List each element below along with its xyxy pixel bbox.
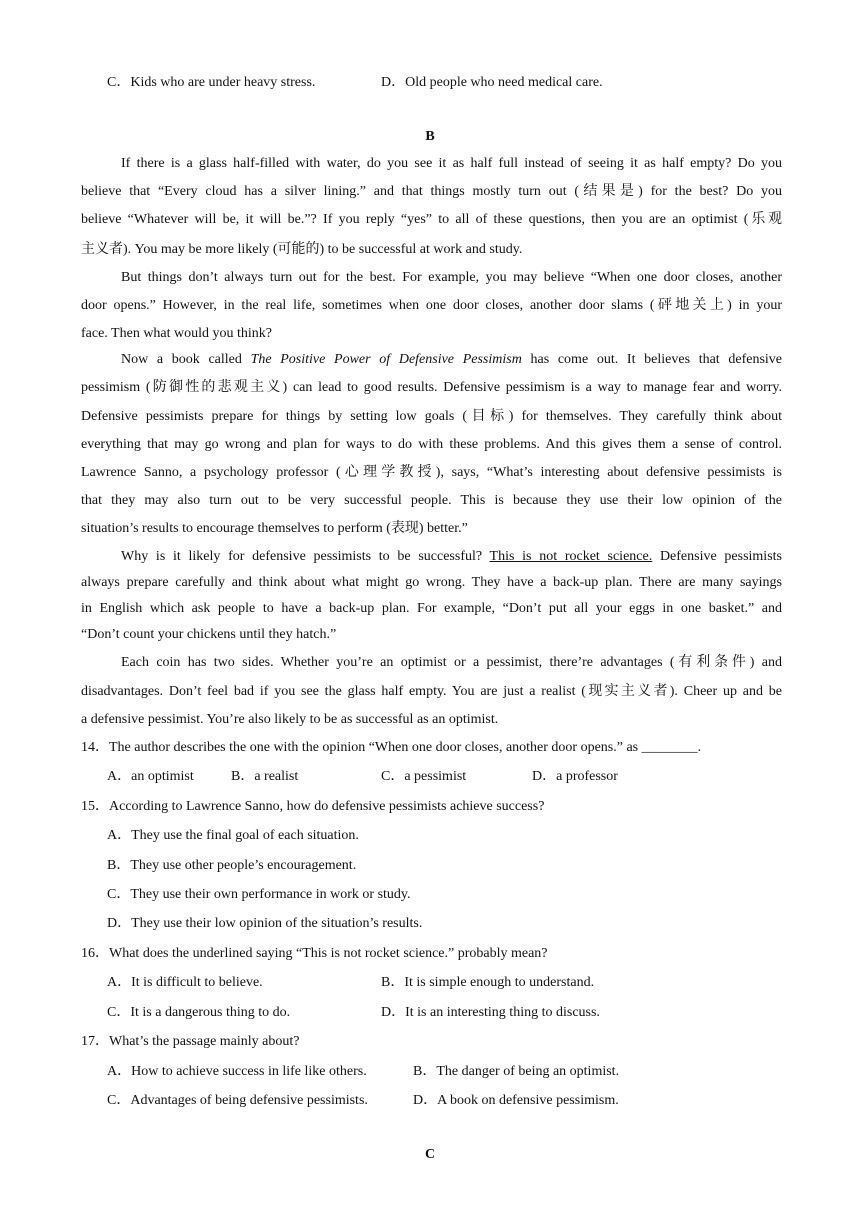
paragraph-1-line: 主义者). You may be more likely (可能的) to be successful at work and study. [81,242,523,257]
question-16-stem: 16．What does the underlined saying “This is not rocket science.” probably mean? [81,946,548,961]
section-b-title: B [425,129,435,144]
q16-option-a[interactable]: A．It is difficult to believe. [107,975,263,990]
q15-option-d[interactable]: D．They use their low opinion of the situation’s results. [107,916,423,931]
paragraph-3-line: situation’s results to encourage themselves to perform (表现) better.” [81,521,468,536]
question-15-stem: 15．According to Lawrence Sanno, how do defensive pessimists achieve success? [81,799,545,814]
paragraph-2-line: But things don’t always turn out for the best. For example, you may believe “When one door closes, another [121,270,782,285]
q14-option-d[interactable]: D．a professor [532,769,618,784]
paragraph-1-line: If there is a glass half-filled with water, do you see it as half full instead of seeing it as half empty? Do you [121,156,782,171]
paragraph-3-first-line [121,353,782,367]
paragraph-5-line: Each coin has two sides. Whether you’re an optimist or a pessimist, there’re advantages (有利条件) and [121,655,782,670]
p4-text-post: Defensive pessimists [652,549,782,564]
book-title: The Positive Power of Defensive Pessimism [250,352,522,367]
q16-option-d[interactable]: D．It is an interesting thing to discuss. [381,1005,600,1020]
paragraph-4-line: “Don’t count your chickens until they hatch.” [81,627,337,642]
paragraph-2-line: face. Then what would you think? [81,326,273,341]
paragraph-1-line: believe “Whatever will be, it will be.”? If you reply “yes” to all of these questions, then you are an optimist (乐观 [81,212,782,227]
p3-text-pre: Now a book called [121,352,251,367]
q17-option-b[interactable]: B．The danger of being an optimist. [413,1064,620,1079]
question-14-stem: 14．The author describes the one with the opinion “When one door closes, another door opens.” as ________. [81,740,702,755]
paragraph-4-line: in English which ask people to have a back-up plan. For example, “Don’t put all your eggs in one basket.” and [81,601,782,616]
q15-option-b[interactable]: B．They use other people’s encouragement. [107,858,357,873]
paragraph-3-line: Defensive pessimists prepare for things by setting low goals (目标) for themselves. They carefully think about [81,409,782,424]
paragraph-3-line: Lawrence Sanno, a psychology professor (心理学教授), says, “What’s interesting about defensive pessimists is [81,465,782,480]
question-17-stem: 17．What’s the passage mainly about? [81,1034,300,1049]
prev-option-d: D．Old people who need medical care. [381,75,603,90]
section-c-title: C [424,1147,436,1162]
q16-option-c[interactable]: C．It is a dangerous thing to do. [107,1005,291,1020]
paragraph-2-line: door opens.” However, in the real life, sometimes when one door closes, another door slams (砰地关上) in your [81,298,782,313]
paragraph-3-line: everything that may go wrong and plan for ways to do with these problems. And this gives them a sense of control. [81,437,782,452]
q14-option-b[interactable]: B．a realist [231,769,299,784]
paragraph-5-line: disadvantages. Don’t feel bad if you see the glass half empty. You are just a realist (现实主义者). Cheer up and be [81,684,782,699]
paragraph-3-line: pessimism (防御性的悲观主义) can lead to good results. Defensive pessimism is a way to manage fear and worry. [81,380,782,395]
paragraph-4-first-line [121,550,782,564]
q17-option-c[interactable]: C．Advantages of being defensive pessimists. [107,1093,368,1108]
paragraph-3-line: that they may also turn out to be very successful people. This is because they use their low opinion of the [81,493,782,508]
q15-option-a[interactable]: A．They use the final goal of each situation. [107,828,359,843]
paragraph-4-line: always prepare carefully and think about what might go wrong. They have a back-up plan. There are many sayings [81,575,782,590]
underlined-saying: This is not rocket science. [489,549,653,564]
q15-option-c[interactable]: C．They use their own performance in work or study. [107,887,411,902]
q14-option-c[interactable]: C．a pessimist [381,769,467,784]
prev-option-c: C．Kids who are under heavy stress. [107,75,316,90]
q17-option-d[interactable]: D．A book on defensive pessimism. [413,1093,619,1108]
paragraph-5-line: a defensive pessimist. You’re also likely to be as successful as an optimist. [81,712,499,727]
paragraph-1-line: believe that “Every cloud has a silver lining.” and that things mostly turn out (结果是) for the best? Do you [81,184,782,199]
p4-text-pre: Why is it likely for defensive pessimists to be successful? [121,549,490,564]
q17-option-a[interactable]: A．How to achieve success in life like others. [107,1064,367,1079]
q14-option-a[interactable]: A．an optimist [107,769,194,784]
q16-option-b[interactable]: B．It is simple enough to understand. [381,975,595,990]
p3-text-post: has come out. It believes that defensive [521,352,783,367]
